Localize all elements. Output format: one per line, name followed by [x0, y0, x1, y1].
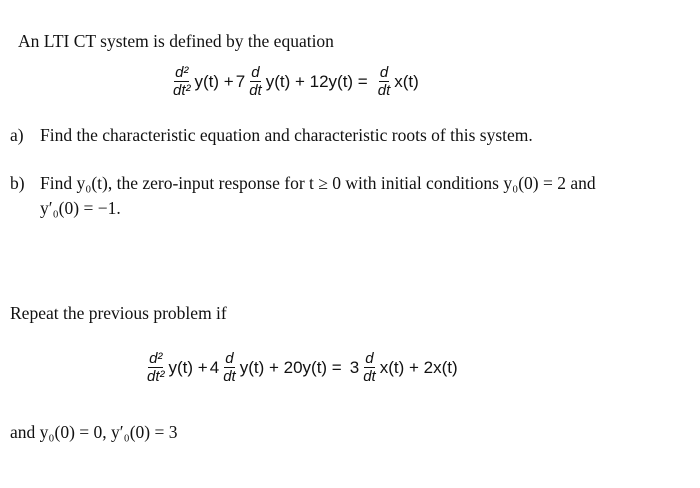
equation-term: x(t) [394, 71, 419, 91]
part-a-label: a) [10, 125, 24, 145]
fraction-denominator: dt [249, 82, 262, 99]
problem1-equation [170, 64, 420, 99]
problem2-equation [144, 350, 459, 385]
fraction-numerator: d² [149, 350, 163, 367]
part-a-text: Find the characteristic equation and characteristic roots of this system. [40, 125, 533, 145]
part-b-line2: y′₀(0) = −1. [40, 198, 121, 218]
equation-coefficient: 4 [209, 357, 220, 377]
fraction-denominator: dt [377, 82, 391, 99]
fraction-numerator: d [379, 64, 389, 81]
fraction-numerator: d [251, 64, 260, 81]
equation-coefficient: 7 [235, 71, 246, 91]
rhs-derivative-fraction [362, 350, 377, 385]
equation-term: y(t) + 12y(t) = [265, 71, 368, 91]
fraction-denominator: dt² [147, 368, 165, 385]
equation-term: y(t) + [194, 71, 234, 91]
part-b-label: b) [10, 173, 25, 193]
problem2-intro: Repeat the previous problem if [10, 303, 227, 323]
equation-term: y(t) + 20y(t) = [239, 357, 342, 377]
fraction-denominator: dt² [173, 82, 191, 99]
fraction-numerator: d² [175, 64, 189, 81]
problem2-conditions: and y₀(0) = 0, y′₀(0) = 3 [10, 422, 178, 442]
problem1-intro: An LTI CT system is defined by the equation [18, 31, 334, 51]
fraction-denominator: dt [223, 368, 236, 385]
fraction-numerator: d [365, 350, 374, 367]
rhs-derivative-fraction [377, 64, 392, 99]
second-derivative-fraction [146, 350, 166, 385]
first-derivative-fraction [248, 64, 263, 99]
second-derivative-fraction [172, 64, 192, 99]
fraction-denominator: dt [363, 368, 376, 385]
equation-term: y(t) + [168, 357, 208, 377]
part-b-line1: Find y₀(t), the zero-input response for t ≥ 0 with initial conditions y₀(0) = 2 and [40, 173, 596, 193]
equation-term: x(t) + 2x(t) [379, 357, 458, 377]
equation-coefficient: 3 [349, 357, 360, 377]
fraction-numerator: d [225, 350, 234, 367]
first-derivative-fraction [222, 350, 237, 385]
